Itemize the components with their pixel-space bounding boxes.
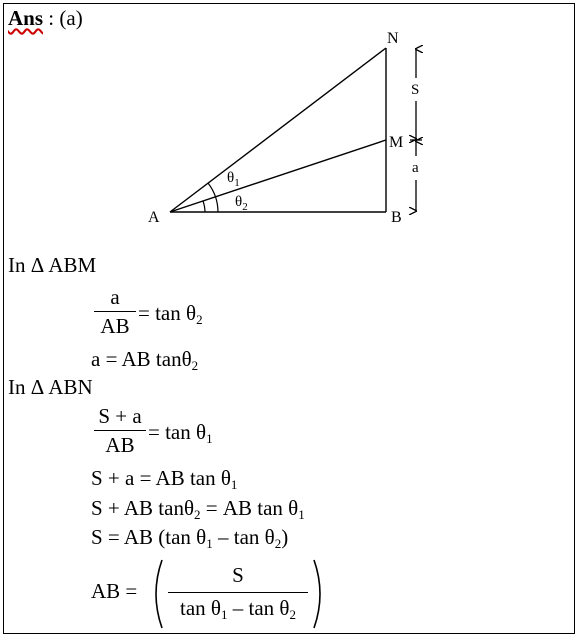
triangle-diagram [0, 0, 581, 240]
eq-text: S = AB (tan θ [91, 525, 207, 549]
fraction-denominator: AB [105, 433, 135, 457]
subscript: 2 [194, 507, 201, 522]
fraction-denominator [168, 598, 308, 621]
line-AN [170, 48, 386, 212]
fraction-bar [168, 592, 308, 593]
point-B-label: B [391, 209, 402, 226]
eq-rhs: = tan θ [138, 301, 197, 325]
heading-triangle-abn: In Δ ABN [8, 375, 93, 399]
subscript: 2 [191, 358, 199, 373]
angle-arc-theta2 [203, 201, 205, 212]
eq-text: – tan θ [212, 525, 275, 549]
fraction-a-over-ab [94, 287, 136, 337]
fraction-bar [94, 311, 136, 312]
eq-text: = AB tan θ [200, 496, 299, 520]
answer-label: Ans [8, 6, 44, 30]
dim-s-label: S [411, 82, 420, 98]
final-lhs: AB = [91, 579, 138, 603]
subscript: 1 [206, 536, 213, 551]
fraction-final [168, 565, 308, 621]
angle-theta2-label: $\theta_2$ [235, 194, 248, 213]
line-AM [170, 140, 386, 212]
point-A-label: A [148, 209, 160, 226]
eq-text: a = AB tanθ [91, 347, 192, 371]
equation-s-plus-a [91, 468, 237, 491]
subscript: 2 [196, 312, 203, 327]
subscript: 1 [230, 477, 238, 492]
fraction-numerator: S + a [98, 404, 142, 428]
fraction-numerator: a [110, 285, 120, 309]
eq-text: ) [281, 525, 289, 549]
subscript: 2 [274, 536, 282, 551]
equation-s-equals [91, 527, 288, 550]
fraction-s-plus-a-over-ab [94, 406, 146, 456]
subscript: 1 [206, 431, 213, 446]
eq-text: S + a = AB tan θ [91, 466, 231, 490]
answer-option: (a) [59, 6, 83, 30]
point-N-label: N [387, 30, 399, 47]
answer-separator: : [43, 6, 60, 30]
subscript: 1 [221, 607, 228, 622]
fraction-bar [94, 430, 146, 431]
den-text: – tan θ [227, 596, 290, 620]
equation-tan-theta2 [138, 303, 203, 326]
dim-a-label: a [412, 160, 419, 176]
fraction-denominator: AB [100, 314, 130, 338]
eq-text: S + AB tanθ [91, 496, 195, 520]
den-text: tan θ [180, 596, 221, 620]
equation-tan-theta1 [148, 422, 213, 445]
fraction-numerator: S [232, 563, 244, 587]
subscript: 2 [289, 607, 296, 622]
eq-rhs: = tan θ [148, 420, 207, 444]
angle-theta1-label: $\theta_1$ [227, 170, 240, 189]
point-M-label: M [389, 134, 404, 151]
subscript: 1 [298, 507, 305, 522]
equation-a-ab-tan [91, 349, 198, 372]
heading-triangle-abm: In Δ ABM [8, 253, 97, 277]
equation-substitution [91, 498, 305, 521]
